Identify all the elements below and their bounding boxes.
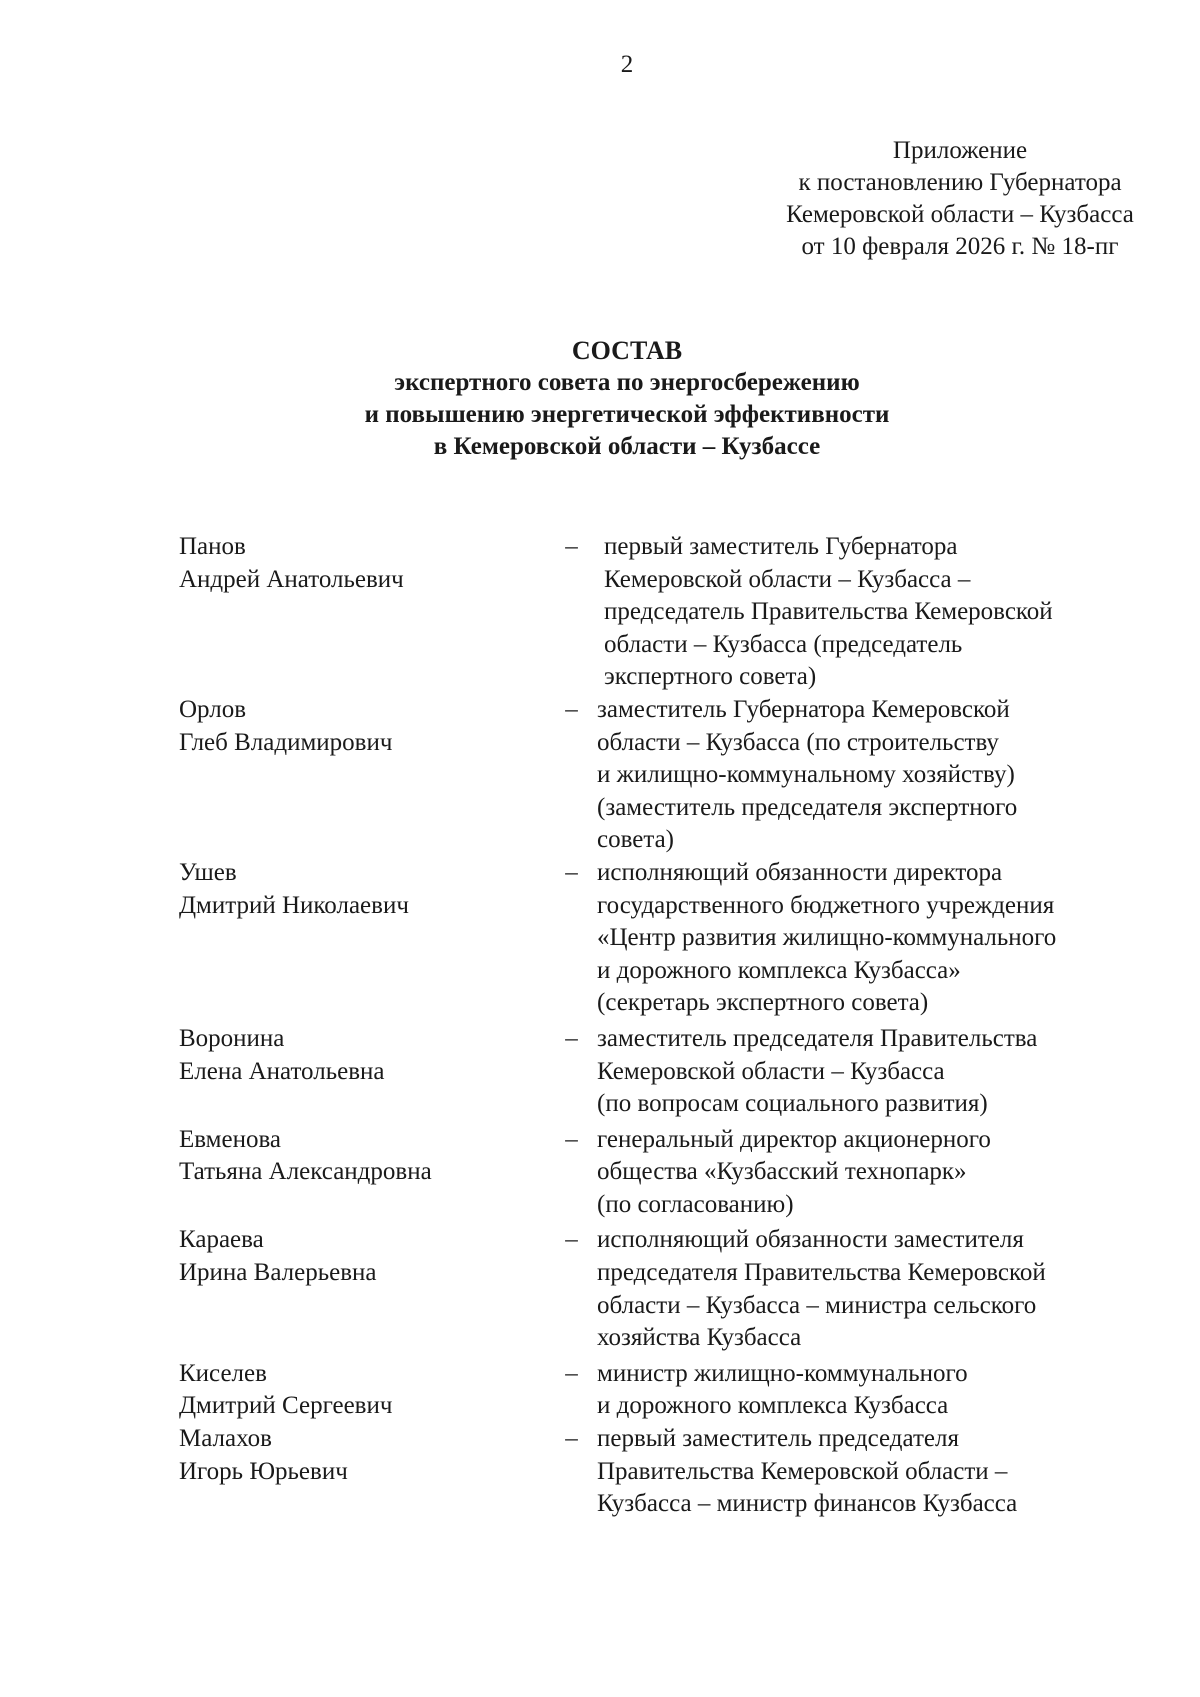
member-surname: Киселев: [179, 1359, 267, 1387]
member-role-line: общества «Кузбасский технопарк»: [597, 1158, 967, 1186]
member-role-line: (по вопросам социального развития): [597, 1090, 988, 1118]
member-role: [594, 531, 1119, 694]
member-row: [179, 694, 1119, 857]
member-dash: –: [565, 1359, 578, 1387]
member-role: [594, 1423, 1119, 1521]
member-surname: Орлов: [179, 695, 247, 723]
appendix-line: к постановлению Губернатора: [798, 169, 1122, 196]
title-line: экспертного совета по энергосбережению: [394, 369, 860, 396]
member-given-names: Елена Анатольевна: [179, 1057, 385, 1085]
member-row: [179, 1224, 1119, 1354]
member-name: [179, 857, 549, 922]
member-role: [594, 1124, 1119, 1222]
member-surname: Евменова: [179, 1125, 282, 1153]
member-role-line: области – Кузбасса – министра сельского: [597, 1291, 1037, 1319]
member-surname: Воронина: [179, 1024, 285, 1052]
member-role-line: заместитель председателя Правительства: [597, 1024, 1038, 1052]
member-row: [179, 857, 1119, 1020]
member-role-line: генеральный директор акционерного: [597, 1125, 991, 1153]
member-row: [179, 1358, 1119, 1423]
member-role: [594, 1358, 1119, 1423]
member-given-names: Дмитрий Николаевич: [179, 891, 409, 919]
title-main: СОСТАВ: [571, 336, 683, 365]
member-dash: –: [565, 1125, 578, 1153]
member-row: [179, 1423, 1119, 1521]
member-role-line: председателя Правительства Кемеровской: [597, 1259, 1046, 1287]
member-name: [179, 531, 549, 596]
member-name: [179, 1124, 549, 1189]
member-given-names: Ирина Валерьевна: [179, 1259, 377, 1287]
member-role-line: (по согласованию): [597, 1190, 794, 1218]
member-role-line: экспертного совета): [604, 663, 817, 691]
member-role-line: области – Кузбасса (председатель: [604, 630, 963, 658]
appendix-line: Приложение: [892, 137, 1028, 164]
member-dash: –: [565, 1024, 578, 1052]
member-role-line: исполняющий обязанности директора: [597, 858, 1003, 886]
member-role-line: хозяйства Кузбасса: [597, 1324, 802, 1352]
member-role-line: и дорожного комплекса Кузбасса: [597, 1392, 949, 1420]
title-line: и повышению энергетической эффективности: [364, 401, 890, 428]
member-role-line: первый заместитель Губернатора: [604, 533, 958, 560]
member-row: [179, 1124, 1119, 1222]
member-role-line: исполняющий обязанности заместителя: [597, 1226, 1024, 1254]
member-name: [179, 1423, 549, 1488]
member-role-line: области – Кузбасса (по строительству: [597, 728, 999, 756]
member-given-names: Татьяна Александровна: [179, 1158, 432, 1186]
page-number: 2: [620, 51, 634, 78]
member-name: [179, 1023, 549, 1088]
member-surname: Караева: [179, 1226, 264, 1254]
member-surname: Малахов: [179, 1425, 272, 1453]
member-role: [594, 694, 1119, 857]
member-dash: –: [565, 1226, 578, 1254]
member-role-line: министр жилищно-коммунального: [597, 1359, 968, 1387]
member-surname: Ушев: [179, 858, 237, 886]
appendix-line: от 10 февраля 2026 г. № 18-пг: [801, 233, 1119, 260]
member-given-names: Дмитрий Сергеевич: [179, 1392, 393, 1420]
member-role-line: первый заместитель председателя: [597, 1425, 959, 1453]
member-name: [179, 1224, 549, 1289]
member-name: [179, 694, 549, 759]
member-given-names: Андрей Анатольевич: [179, 565, 404, 593]
member-role-line: Кемеровской области – Кузбасса –: [604, 565, 971, 593]
members-list: [179, 531, 1119, 1521]
member-role-line: Кемеровской области – Кузбасса: [597, 1057, 945, 1085]
member-given-names: Глеб Владимирович: [179, 728, 393, 756]
member-dash: –: [565, 695, 578, 723]
member-role-line: и жилищно-коммунальному хозяйству): [597, 761, 1015, 789]
appendix-header: [700, 135, 1200, 263]
member-dash: –: [565, 533, 578, 560]
member-role-line: и дорожного комплекса Кузбасса»: [597, 956, 961, 984]
member-row: [179, 531, 1119, 694]
member-role: [594, 1224, 1119, 1354]
member-name: [179, 1358, 549, 1423]
member-surname: Панов: [179, 533, 246, 560]
member-dash: –: [565, 858, 578, 886]
member-role-line: Правительства Кемеровской области –: [597, 1457, 1008, 1485]
member-role: [594, 1023, 1119, 1121]
member-role-line: «Центр развития жилищно-коммунального: [597, 924, 1057, 952]
member-role: [594, 857, 1119, 1020]
document-title: [0, 335, 1200, 463]
member-row: [179, 1023, 1119, 1121]
member-role-line: Кузбасса – министр финансов Кузбасса: [597, 1490, 1018, 1518]
member-role-line: совета): [597, 826, 675, 854]
member-role-line: (секретарь экспертного совета): [597, 989, 929, 1017]
title-line: в Кемеровской области – Кузбассе: [433, 433, 821, 460]
member-role-line: (заместитель председателя экспертного: [597, 793, 1018, 821]
member-given-names: Игорь Юрьевич: [179, 1457, 348, 1485]
member-dash: –: [565, 1425, 578, 1453]
member-role-line: государственного бюджетного учреждения: [597, 891, 1055, 919]
member-role-line: председатель Правительства Кемеровской: [604, 598, 1053, 626]
appendix-line: Кемеровской области – Кузбасса: [786, 201, 1134, 228]
member-role-line: заместитель Губернатора Кемеровской: [597, 695, 1010, 723]
